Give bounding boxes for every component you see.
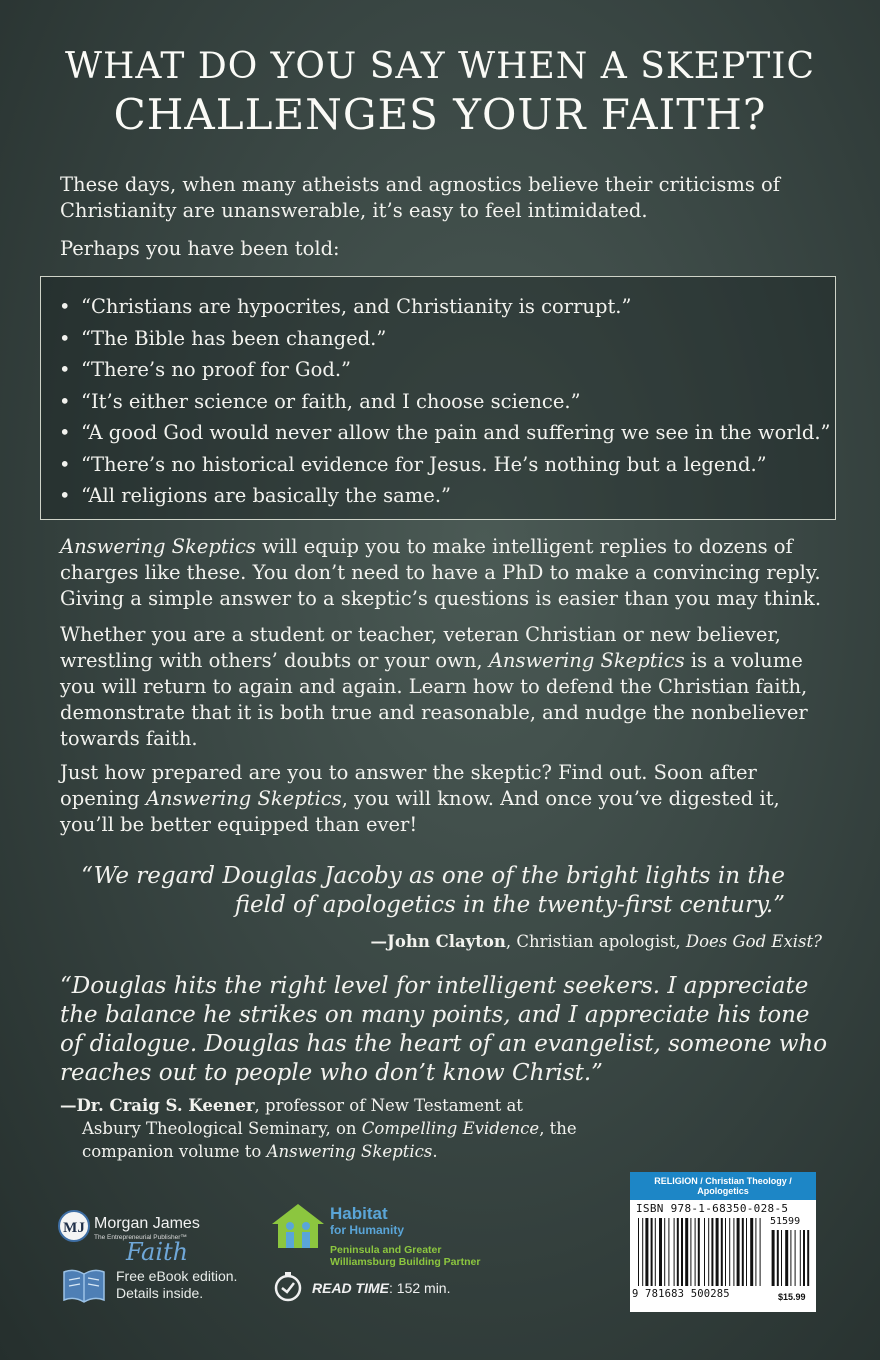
body-paragraph-1: Answering Skeptics will equip you to make intelligent replies to dozens of charges like these. You don’t need to have a PhD to make a convincing reply. Giving a simple answer to a skeptic’s questions is easier than you may think. <box>60 535 822 610</box>
barcode-addon-bar <box>790 1230 791 1286</box>
habitat-title: Habitat <box>330 1204 388 1223</box>
list-item: • “A good God would never allow the pain and suffering we see in the world.” <box>59 421 831 444</box>
barcode-addon-number: 51599 <box>770 1216 801 1227</box>
headline-line-2: CHALLENGES YOUR FAITH? <box>113 90 767 139</box>
publisher-faith-script: Faith <box>126 1238 189 1262</box>
barcode-bar <box>725 1218 726 1286</box>
barcode-bar <box>677 1218 679 1286</box>
list-item: • “There’s no proof for God.” <box>59 358 351 381</box>
barcode-bar <box>729 1218 730 1286</box>
barcode-bar <box>716 1218 719 1286</box>
habitat-logo <box>268 1200 488 1280</box>
read-time <box>272 1270 492 1304</box>
barcode-bar <box>668 1218 669 1286</box>
barcode-number: 9 781683 500285 <box>632 1288 730 1300</box>
ebook-line-1: Free eBook edition. <box>116 1268 238 1284</box>
endorsement-attribution-2: —Dr. Craig S. Keener, professor of New Testament at Asbury Theological Seminary, on Compelling Evidence, the companion volume to Answering Skeptics. <box>60 1096 577 1161</box>
category-label: RELIGION / Christian Theology / Apologetics <box>630 1172 816 1200</box>
price: $15.99 <box>778 1292 806 1302</box>
barcode-bar <box>695 1218 696 1286</box>
barcode-bar <box>664 1218 665 1286</box>
barcode-bar <box>737 1218 740 1286</box>
read-time-value: : 152 min. <box>389 1280 451 1296</box>
habitat-house-icon <box>268 1200 328 1252</box>
barcode-bar <box>711 1218 713 1286</box>
barcode-bar <box>742 1218 744 1286</box>
endorser-name: John Clayton <box>387 932 506 951</box>
body-paragraph-2: Whether you are a student or teacher, veteran Christian or new believer, wrestling with others’ doubts or your own, Answering Skeptics is a volume you will return to again and again. Learn how to defend the Christian faith, demonstrate that it is both true and reasonable, and nudge the nonbeliever towards faith. <box>60 623 808 750</box>
claims-box <box>40 276 836 520</box>
endorser-name: Dr. Craig S. Keener <box>76 1096 255 1115</box>
intro-lead: Perhaps you have been told: <box>60 237 340 260</box>
publisher-logo <box>56 1206 241 1262</box>
barcode-bar <box>698 1218 700 1286</box>
barcode-block <box>630 1172 816 1312</box>
barcode-bar <box>750 1218 753 1286</box>
publisher-mark: MJ <box>63 1220 85 1236</box>
barcode-bar <box>659 1218 662 1286</box>
ebook-notice <box>60 1266 260 1306</box>
barcode-addon-bar <box>785 1230 788 1286</box>
book-title: Answering Skeptics <box>60 535 256 558</box>
list-item: • “All religions are basically the same.” <box>59 484 452 507</box>
list-item: • “The Bible has been changed.” <box>59 326 387 350</box>
barcode-bar <box>655 1218 656 1286</box>
barcode-bar <box>760 1218 761 1286</box>
barcode-bar <box>690 1218 691 1286</box>
list-item: • “It’s either science or faith, and I choose science.” <box>59 389 581 413</box>
isbn-text: ISBN 978-1-68350-028-5 <box>636 1202 789 1215</box>
barcode-bar <box>708 1218 709 1286</box>
habitat-subtitle: for Humanity <box>330 1223 405 1237</box>
claims-list <box>59 291 829 512</box>
barcode-bar <box>755 1218 756 1286</box>
read-time-label: READ TIME <box>312 1280 389 1296</box>
stopwatch-icon <box>272 1270 304 1302</box>
intro-paragraph: These days, when many atheists and agnostics believe their criticisms of Christianity are unanswerable, it’s easy to feel intimidated. <box>60 173 780 222</box>
barcode-bar <box>685 1218 688 1286</box>
publisher-name: Morgan James <box>94 1215 200 1232</box>
barcode-bar <box>674 1218 675 1286</box>
barcode-addon-bar <box>777 1230 779 1286</box>
publisher-tagline: The Entrepreneurial Publisher™ <box>94 1234 187 1241</box>
barcode-addon-bar <box>803 1230 805 1286</box>
barcode-bar <box>721 1218 723 1286</box>
endorsement-quote-2: “Douglas hits the right level for intelligent seekers. I appreciate the balance he strikes on many points, and I appreciate his tone of dialogue. Douglas has the heart of an evangelist, someone who reaches out to people who don’t know Christ.” <box>60 973 828 1086</box>
body-paragraph-3: Just how prepared are you to answer the skeptic? Find out. Soon after opening Answering Skeptics, you will know. And once you’ve digested it, you’ll be better equipped than ever! <box>60 761 780 836</box>
habitat-affiliate-line-2: Williamsburg Building Partner <box>330 1256 481 1268</box>
barcode-bar <box>681 1218 683 1286</box>
barcode-bar <box>638 1218 639 1286</box>
book-title: Answering Skeptics <box>488 649 685 672</box>
endorsement-attribution-1: —John Clayton, Christian apologist, Does God Exist? <box>370 932 822 951</box>
barcode-addon-bar <box>795 1230 796 1286</box>
endorsement-quote-1: “We regard Douglas Jacoby as one of the bright lights in the field of apologetics in the twenty-first century.” <box>81 863 785 918</box>
barcode-bar <box>746 1218 747 1286</box>
book-title: Answering Skeptics <box>145 787 342 810</box>
barcode-bar <box>704 1218 705 1286</box>
barcode-addon-bar <box>800 1230 801 1286</box>
ebook-line-2: Details inside. <box>116 1285 204 1301</box>
barcode-bar <box>642 1218 643 1286</box>
habitat-affiliate-line-1: Peninsula and Greater <box>330 1244 442 1256</box>
ebook-icon <box>60 1266 108 1306</box>
headline-line-1: WHAT DO YOU SAY WHEN A SKEPTIC <box>64 46 816 87</box>
barcode-addon-bar <box>781 1230 782 1286</box>
barcode-addon-bar <box>772 1230 775 1286</box>
barcode-bar <box>651 1218 653 1286</box>
list-item: • “Christians are hypocrites, and Christianity is corrupt.” <box>59 295 632 318</box>
barcode-bar <box>645 1218 648 1286</box>
list-item: • “There’s no historical evidence for Jesus. He’s nothing but a legend.” <box>59 452 767 476</box>
barcode-addon-bar <box>807 1230 809 1286</box>
barcode-bar <box>733 1218 734 1286</box>
